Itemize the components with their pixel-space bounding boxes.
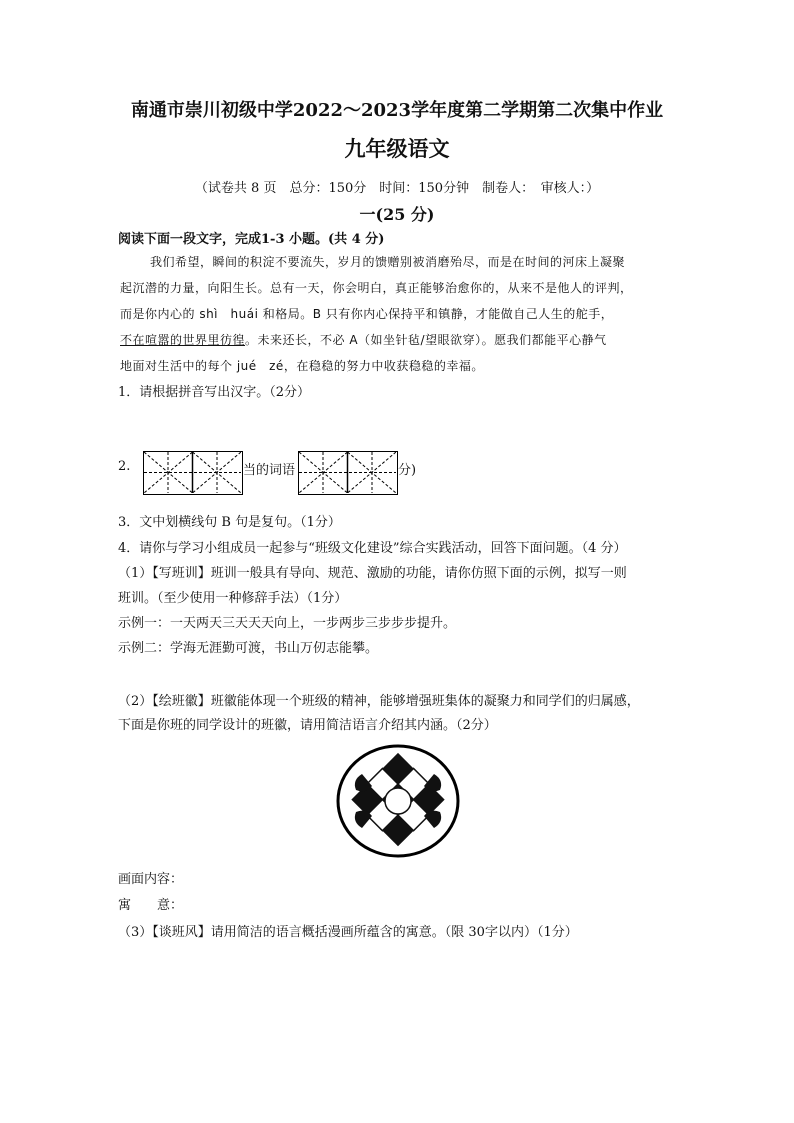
- school-title: 南通市崇川初级中学2022～2023学年度第二学期第二次集中作业: [130, 100, 664, 121]
- picture-content-label: 画面内容：: [118, 872, 184, 887]
- question-1: 1．请根据拼音写出汉字。（2分）: [118, 385, 311, 400]
- question-2-prefix: 2.: [118, 459, 131, 474]
- class-emblem-image: [336, 744, 460, 862]
- question-4: 4．请你与学习小组成员一起参与“班级文化建设”综合实践活动，回答下面问题。（4 分）: [118, 541, 627, 556]
- passage-line-2: 起沉潜的力量，向阳生长。总有一天，你会明白，真正能够治愈你的，从来不是他人的评判，: [120, 281, 633, 295]
- question-4-1-line-2: 班训。（至少使用一种修辞手法）（1分）: [118, 591, 348, 606]
- passage-line-4-rest: 。未来还长，不必 A（如坐针毡/望眼欲穿）。愿我们都能平心静气: [245, 333, 607, 347]
- meaning-label: 寓 意：: [118, 898, 184, 913]
- underlined-sentence-b: 不在喧嚣的世界里彷徨: [120, 333, 246, 347]
- example-1: 示例一：一天两天三天天天向上，一步两步三步步步提升。: [118, 616, 457, 631]
- question-4-3: （3）【谈班风】请用简洁的语言概括漫画所蕴含的寓意。（限 30字以内）（1分）: [118, 925, 578, 940]
- char-grid-2: [298, 451, 398, 495]
- passage-line-5: 地面对生活中的每个 jué zé，在稳稳的努力中收获稳稳的幸福。: [120, 359, 484, 373]
- question-3: 3．文中划横线句 B 句是复句。（1分）: [118, 515, 341, 530]
- passage-line-4: [120, 331, 607, 348]
- passage-line-1: 我们希望，瞬间的积淀不要流失，岁月的馈赠别被消磨殆尽，而是在时间的河床上凝聚: [150, 255, 626, 269]
- question-4-2-line-1: （2）【绘班徽】班徽能体现一个班级的精神，能够增强班集体的凝聚力和同学们的归属感，: [118, 694, 640, 709]
- subject-title: 九年级语文: [344, 136, 450, 161]
- passage-line-3: 而是你内心的 shì huái 和格局。B 只有你内心保持平和镇静，才能做自己人生的舵手，: [120, 307, 614, 321]
- reading-instruction: 阅读下面一段文字，完成1-3 小题。(共 4 分): [118, 232, 385, 247]
- question-2-suffix: 分): [398, 463, 417, 478]
- example-2: 示例二：学海无涯勤可渡，书山万仞志能攀。: [118, 641, 379, 656]
- question-4-1-line-1: （1）【写班训】班训一般具有导向、规范、激励的功能，请你仿照下面的示例，拟写一则: [118, 566, 627, 581]
- question-2-mid: 当的词语: [243, 463, 296, 478]
- exam-info: （试卷共 8 页 总分：150分 时间：150分钟 制卷人： 审核人：）: [194, 181, 600, 196]
- char-grid-1: [143, 451, 243, 495]
- question-4-2-line-2: 下面是你班的同学设计的班徽，请用简洁语言介绍其内涵。（2分）: [118, 718, 497, 733]
- section-heading: 一(25 分): [359, 205, 435, 224]
